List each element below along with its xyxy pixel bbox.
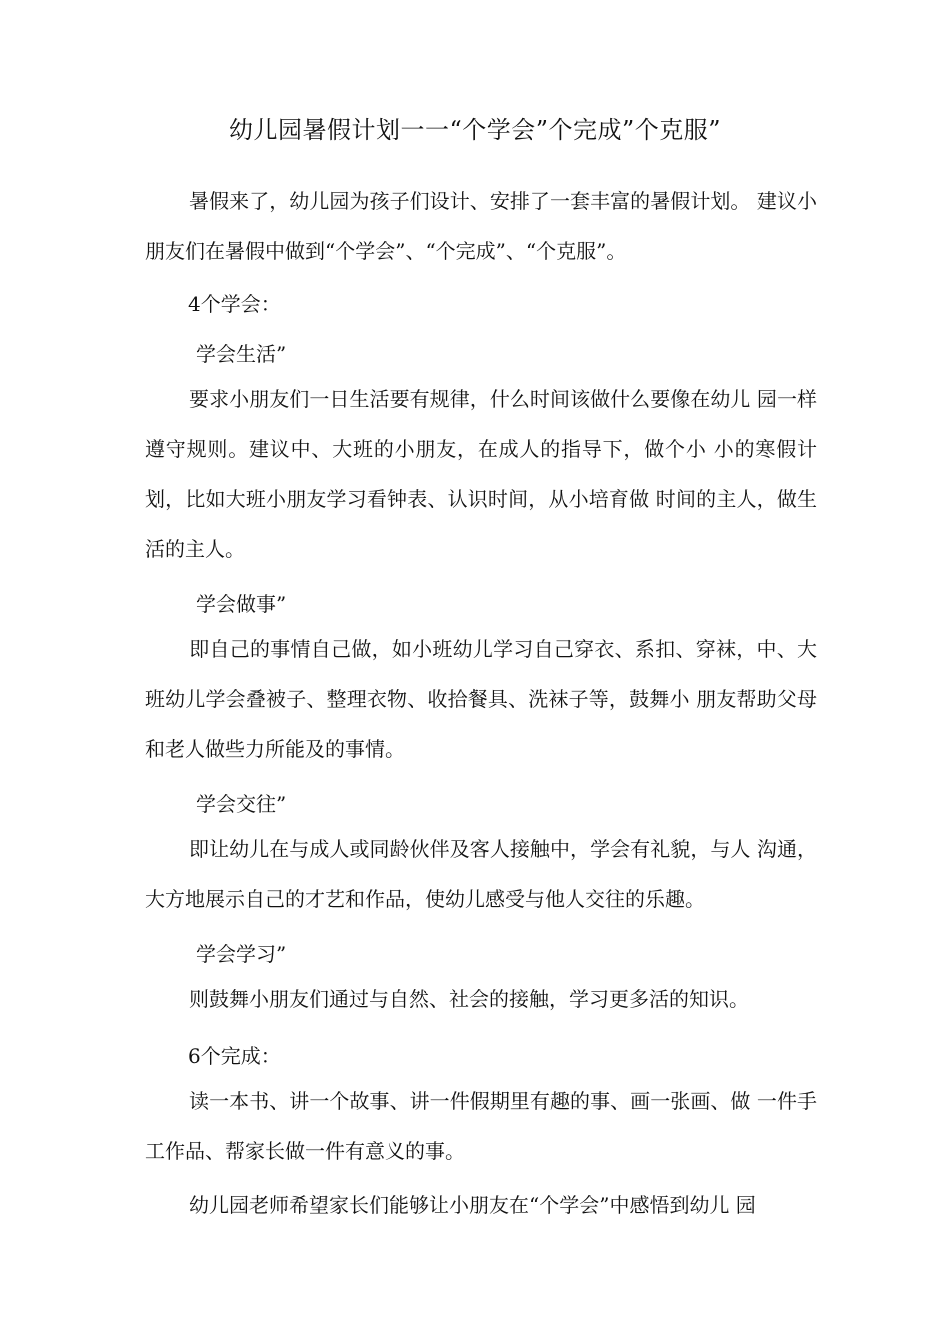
heading-six-complete: 6个完成：: [188, 1044, 281, 1068]
paragraph-closing: [145, 1180, 817, 1230]
paragraph-text: 则鼓舞小朋友们通过与自然、社会的接触，学习更多活的知识。: [189, 987, 749, 1011]
subheading-learn-study: 学会学习”: [196, 942, 287, 966]
paragraph-learn-work: [145, 624, 817, 774]
subheading-learn-life: 学会生活”: [196, 342, 287, 366]
paragraph-text: 读一本书、讲一个故事、讲一件假期里有趣的事、画一张画、做 一件手工作品、帮家长做一件有意义的事。: [145, 1089, 817, 1163]
paragraph-learn-social: [145, 824, 817, 924]
subheading-learn-social: 学会交往”: [196, 792, 287, 816]
intro-paragraph: [145, 176, 817, 276]
paragraph-complete: [145, 1076, 817, 1176]
paragraph-text: 即自己的事情自己做，如小班幼儿学习自己穿衣、系扣、穿袜，中、大班幼儿学会叠被子、整理衣物、收拾餐具、洗袜子等，鼓舞小 朋友帮助父母和老人做些力所能及的事情。: [145, 637, 817, 761]
paragraph-text: 即让幼儿在与成人或同龄伙伴及客人接触中，学会有礼貌，与人 沟通，大方地展示自己的才艺和作品，使幼儿感受与他人交往的乐趣。: [145, 837, 817, 911]
intro-text: 暑假来了，幼儿园为孩子们设计、安排了一套丰富的暑假计划。 建议小朋友们在暑假中做到“个学会”、“个完成”、“个克服”。: [145, 189, 817, 263]
paragraph-learn-study: [145, 974, 817, 1024]
paragraph-text: 要求小朋友们一日生活要有规律，什么时间该做什么要像在幼儿 园一样遵守规则。建议中、大班的小朋友，在成人的指导下，做个小 小的寒假计划，比如大班小朋友学习看钟表、认识时间，从小培育做 时间的主人，做生活的主人。: [145, 387, 817, 561]
subheading-learn-work: 学会做事”: [196, 592, 287, 616]
heading-four-learn: 4个学会：: [188, 292, 281, 316]
paragraph-text: 幼儿园老师希望家长们能够让小朋友在“个学会”中感悟到幼儿 园: [189, 1193, 756, 1217]
paragraph-learn-life: [145, 374, 817, 574]
document-title: 幼儿园暑假计划一一“个学会”个完成”个克服”: [228, 116, 722, 144]
